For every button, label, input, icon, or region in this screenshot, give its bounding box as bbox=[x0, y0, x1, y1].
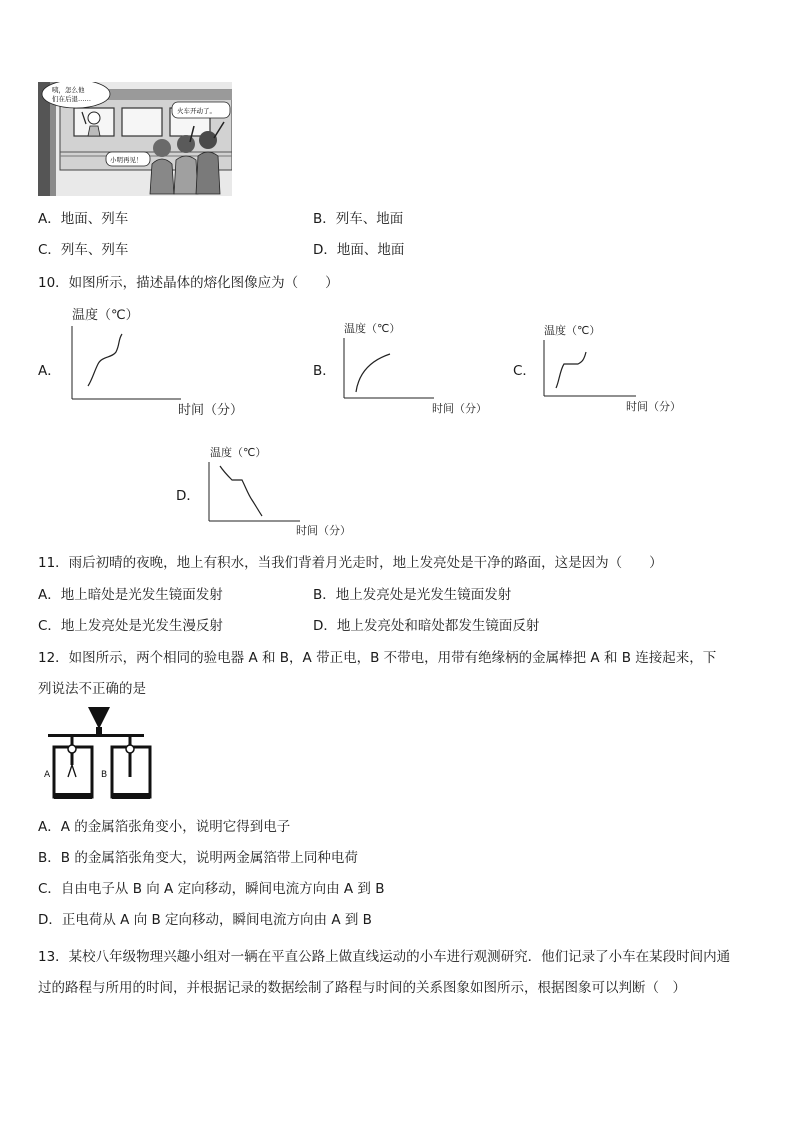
q9-option-d: D．地面、地面 bbox=[313, 242, 405, 258]
graph-a-ylabel: 温度（℃） bbox=[72, 308, 139, 323]
q12-option-d: D．正电荷从 A 向 B 定向移动，瞬间电流方向由 A 到 B bbox=[38, 912, 372, 928]
q12-stem-line1: 12．如图所示，两个相同的验电器 A 和 B，A 带正电，B 不带电，用带有绝缘柄的金属棒把 A 和 B 连接起来，下 bbox=[38, 650, 717, 666]
q11-stem: 11．雨后初晴的夜晚，地上有积水，当我们背着月光走时，地上发亮处是干净的路面，这是因为（ ） bbox=[38, 555, 663, 571]
q13-stem-line2: 过的路程与所用的时间，并根据记录的数据绘制了路程与时间的关系图象如图所示，根据图象可以判断（ ） bbox=[38, 980, 686, 996]
q12-option-a: A．A 的金属箔张角变小，说明它得到电子 bbox=[38, 819, 291, 835]
q9-option-b: B．列车、地面 bbox=[313, 211, 404, 227]
bubble-bottom-text: 小明再见！ bbox=[110, 156, 143, 164]
graph-b-xlabel: 时间（分） bbox=[432, 402, 487, 415]
q9-option-c: C．列车、列车 bbox=[38, 242, 129, 258]
electroscope-a-label: A bbox=[44, 770, 51, 780]
electroscope-figure bbox=[40, 705, 152, 801]
electroscope-b-label: B bbox=[101, 770, 108, 780]
graph-a-xlabel: 时间（分） bbox=[178, 403, 244, 418]
graph-b-ylabel: 温度（℃） bbox=[344, 322, 401, 335]
q12-option-b: B．B 的金属箔张角变大，说明两金属箔带上同种电荷 bbox=[38, 850, 358, 866]
q10-graph-b-letter: B． bbox=[313, 363, 336, 379]
q10-graph-b bbox=[340, 316, 500, 420]
bubble-left-text: 咦，怎么他 bbox=[52, 86, 85, 94]
bubble-right-text: 火车开动了。 bbox=[177, 107, 216, 115]
q13-stem-line1: 13．某校八年级物理兴趣小组对一辆在平直公路上做直线运动的小车进行观测研究．他们记录了小车在某段时间内通 bbox=[38, 949, 731, 965]
graph-d-ylabel: 温度（℃） bbox=[210, 446, 267, 459]
q11-option-c: C．地上发亮处是光发生漫反射 bbox=[38, 618, 223, 634]
q10-stem: 10．如图所示，描述晶体的熔化图像应为（ ） bbox=[38, 275, 339, 291]
train-farewell-illustration bbox=[38, 82, 232, 196]
graph-c-ylabel: 温度（℃） bbox=[544, 324, 601, 337]
q10-graph-c bbox=[540, 318, 700, 418]
q9-option-a: A．地面、列车 bbox=[38, 211, 129, 227]
q11-option-a: A．地上暗处是光发生镜面发射 bbox=[38, 587, 223, 603]
q10-graph-d bbox=[204, 440, 364, 542]
graph-d-xlabel: 时间（分） bbox=[296, 524, 351, 537]
q12-stem-line2: 列说法不正确的是 bbox=[38, 681, 146, 697]
graph-c-xlabel: 时间（分） bbox=[626, 400, 681, 413]
q10-graph-a-letter: A． bbox=[38, 363, 61, 379]
q12-option-c: C．自由电子从 B 向 A 定向移动，瞬间电流方向由 A 到 B bbox=[38, 881, 385, 897]
q11-option-d: D．地上发亮处和暗处都发生镜面反射 bbox=[313, 618, 540, 634]
q11-option-b: B．地上发亮处是光发生镜面发射 bbox=[313, 587, 512, 603]
q10-graph-a bbox=[66, 300, 256, 422]
q10-graph-d-letter: D． bbox=[176, 488, 200, 504]
q10-graph-c-letter: C． bbox=[513, 363, 536, 379]
bubble-left-text-2: 们在后退…… bbox=[52, 95, 91, 103]
